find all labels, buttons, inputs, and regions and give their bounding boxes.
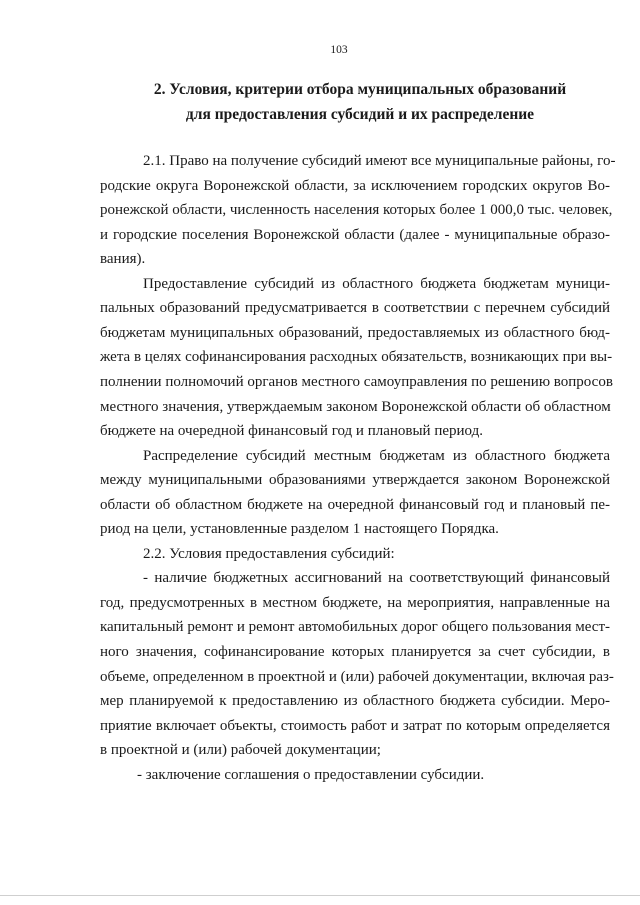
text-line: бюджете на очередной финансовый год и плановый период. xyxy=(100,423,483,440)
text-line: капитальный ремонт и ремонт автомобильных дорог общего пользования мест- xyxy=(100,619,610,636)
text-line: бюджетам муниципальных образований, предоставляемых из областного бюд- xyxy=(100,324,610,341)
text-line: в проектной и (или) рабочей документации; xyxy=(100,742,381,759)
text-line: жета в целях софинансирования расходных обязательств, возникающих при вы- xyxy=(100,349,613,366)
text-line: год, предусмотренных в местном бюджете, на мероприятия, направленные на xyxy=(100,594,610,611)
text-line: - наличие бюджетных ассигнований на соответствующий финансовый xyxy=(143,570,610,587)
text-line: объеме, определенном в проектной и (или) рабочей документации, включая раз- xyxy=(100,668,614,685)
text-line: 2.2. Условия предоставления субсидий: xyxy=(143,545,395,562)
text-line: пальных образований предусматривается в соответствии с перечнем субсидий xyxy=(100,300,610,317)
text-line: полнении полномочий органов местного самоуправления по решению вопросов xyxy=(100,373,613,390)
section-heading-line-1: 2. Условия, критерии отбора муниципальных образований xyxy=(153,81,567,98)
text-line: области об областном бюджете на очередной финансовый год и плановый пе- xyxy=(100,496,610,513)
text-line: местного значения, утверждаемым законом Воронежской области об областном xyxy=(100,398,611,415)
text-line: и городские поселения Воронежской области (далее - муниципальные образо- xyxy=(100,226,610,243)
text-line: Распределение субсидий местным бюджетам из областного бюджета xyxy=(143,447,610,464)
text-line: приятие включает объекты, стоимость работ и затрат по которым определяется xyxy=(100,717,610,734)
text-line: вания). xyxy=(100,251,146,268)
text-line: мер планируемой к предоставлению из областного бюджета субсидии. Меро- xyxy=(100,693,610,710)
text-line: - заключение соглашения о предоставлении субсидии. xyxy=(137,766,485,783)
text-line: риод на цели, установленные разделом 1 настоящего Порядка. xyxy=(100,521,499,538)
page-bottom-edge xyxy=(0,895,640,896)
section-heading-line-2: для предоставления субсидий и их распределение xyxy=(185,106,535,123)
text-line: Предоставление субсидий из областного бюджета бюджетам муници- xyxy=(143,275,610,292)
text-line: 2.1. Право на получение субсидий имеют все муниципальные районы, го- xyxy=(143,153,616,169)
text-line: между муниципальными образованиями утверждается законом Воронежской xyxy=(100,472,610,489)
page-number: 103 xyxy=(330,44,348,56)
text-line: родские округа Воронежской области, за исключением городских округов Во- xyxy=(100,177,610,194)
text-line: ронежской области, численность населения которых более 1 000,0 тыс. человек, xyxy=(100,202,613,219)
text-line: ного значения, софинансирование которых планируется за счет субсидии, в xyxy=(100,644,610,660)
